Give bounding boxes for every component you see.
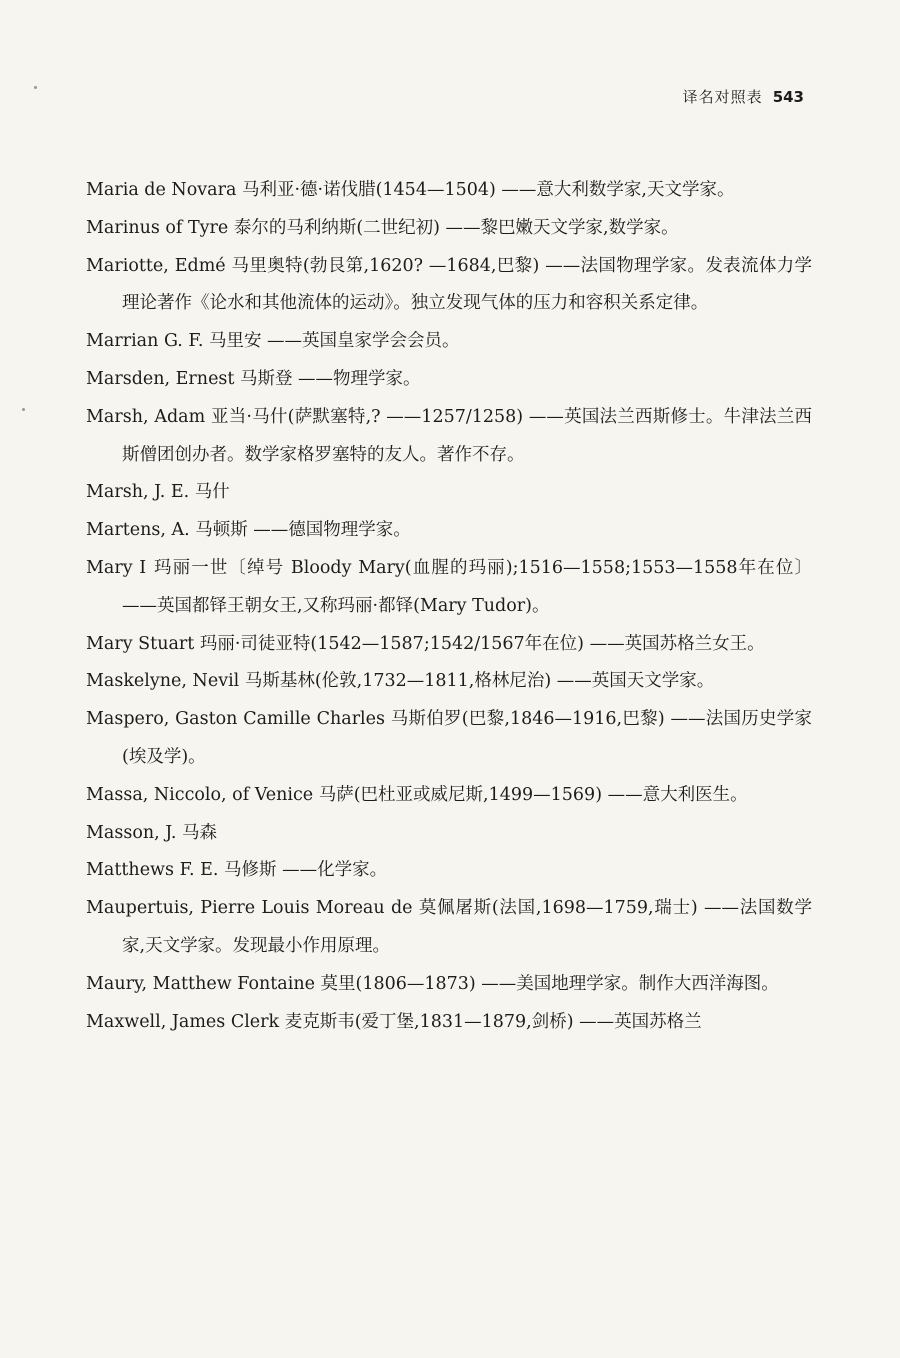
glossary-entries (86, 172, 812, 1041)
glossary-entry: Maury, Matthew Fontaine 莫里(1806—1873) ——美国地理学家。制作大西洋海图。 (86, 973, 779, 994)
glossary-entry: Maupertuis, Pierre Louis Moreau de 莫佩屠斯(法国,1698—1759,瑞士) ——法国数学家,天文学家。发现最小作用原理。 (86, 898, 812, 956)
page-number: 543 (772, 88, 804, 106)
glossary-entry: Matthews F. E. 马修斯 ——化学家。 (86, 860, 388, 881)
glossary-entry: Marrian G. F. 马里安 ——英国皇家学会会员。 (86, 331, 460, 352)
glossary-entry: Massa, Niccolo, of Venice 马萨(巴杜亚或威尼斯,1499—1569) ——意大利医生。 (86, 784, 748, 805)
speck (22, 408, 25, 411)
glossary-entry: Maxwell, James Clerk 麦克斯韦(爱丁堡,1831—1879,剑桥) ——英国苏格兰 (86, 1011, 702, 1032)
glossary-entry: Marsh, J. E. 马什 (86, 482, 230, 503)
running-header (683, 86, 804, 107)
glossary-entry: Maspero, Gaston Camille Charles 马斯伯罗(巴黎,1846—1916,巴黎) ——法国历史学家(埃及学)。 (86, 709, 812, 767)
glossary-entry: Masson, J. 马森 (86, 822, 218, 843)
glossary-entry: Marsden, Ernest 马斯登 ——物理学家。 (86, 368, 421, 389)
glossary-entry: Mary Stuart 玛丽·司徒亚特(1542—1587;1542/1567年在位) ——英国苏格兰女王。 (86, 633, 765, 654)
glossary-entry: Marsh, Adam 亚当·马什(萨默塞特,? ——1257/1258) ——英国法兰西斯修士。牛津法兰西斯僧团创办者。数学家格罗塞特的友人。著作不存。 (86, 406, 812, 465)
glossary-entry: Mariotte, Edmé 马里奥特(勃艮第,1620? —1684,巴黎) ——法国物理学家。发表流体力学理论著作《论水和其他流体的运动》。独立发现气体的压力和容积关系定律。 (86, 255, 812, 314)
glossary-entry: Martens, A. 马顿斯 ——德国物理学家。 (86, 520, 411, 541)
speck (34, 86, 37, 89)
glossary-entry: Mary Ⅰ 玛丽一世〔绰号 Bloody Mary(血腥的玛丽);1516—1558;1553—1558年在位〕 ——英国都铎王朝女王,又称玛丽·都铎(Mary Tudor)。 (86, 557, 812, 616)
glossary-entry: Marinus of Tyre 泰尔的马利纳斯(二世纪初) ——黎巴嫩天文学家,数学家。 (86, 217, 679, 238)
header-title: 译名对照表 (682, 88, 763, 106)
glossary-entry: Maskelyne, Nevil 马斯基林(伦敦,1732—1811,格林尼治) ——英国天文学家。 (86, 671, 715, 692)
glossary-entry: Maria de Novara 马利亚·德·诺伐腊(1454—1504) ——意大利数学家,天文学家。 (86, 180, 735, 200)
